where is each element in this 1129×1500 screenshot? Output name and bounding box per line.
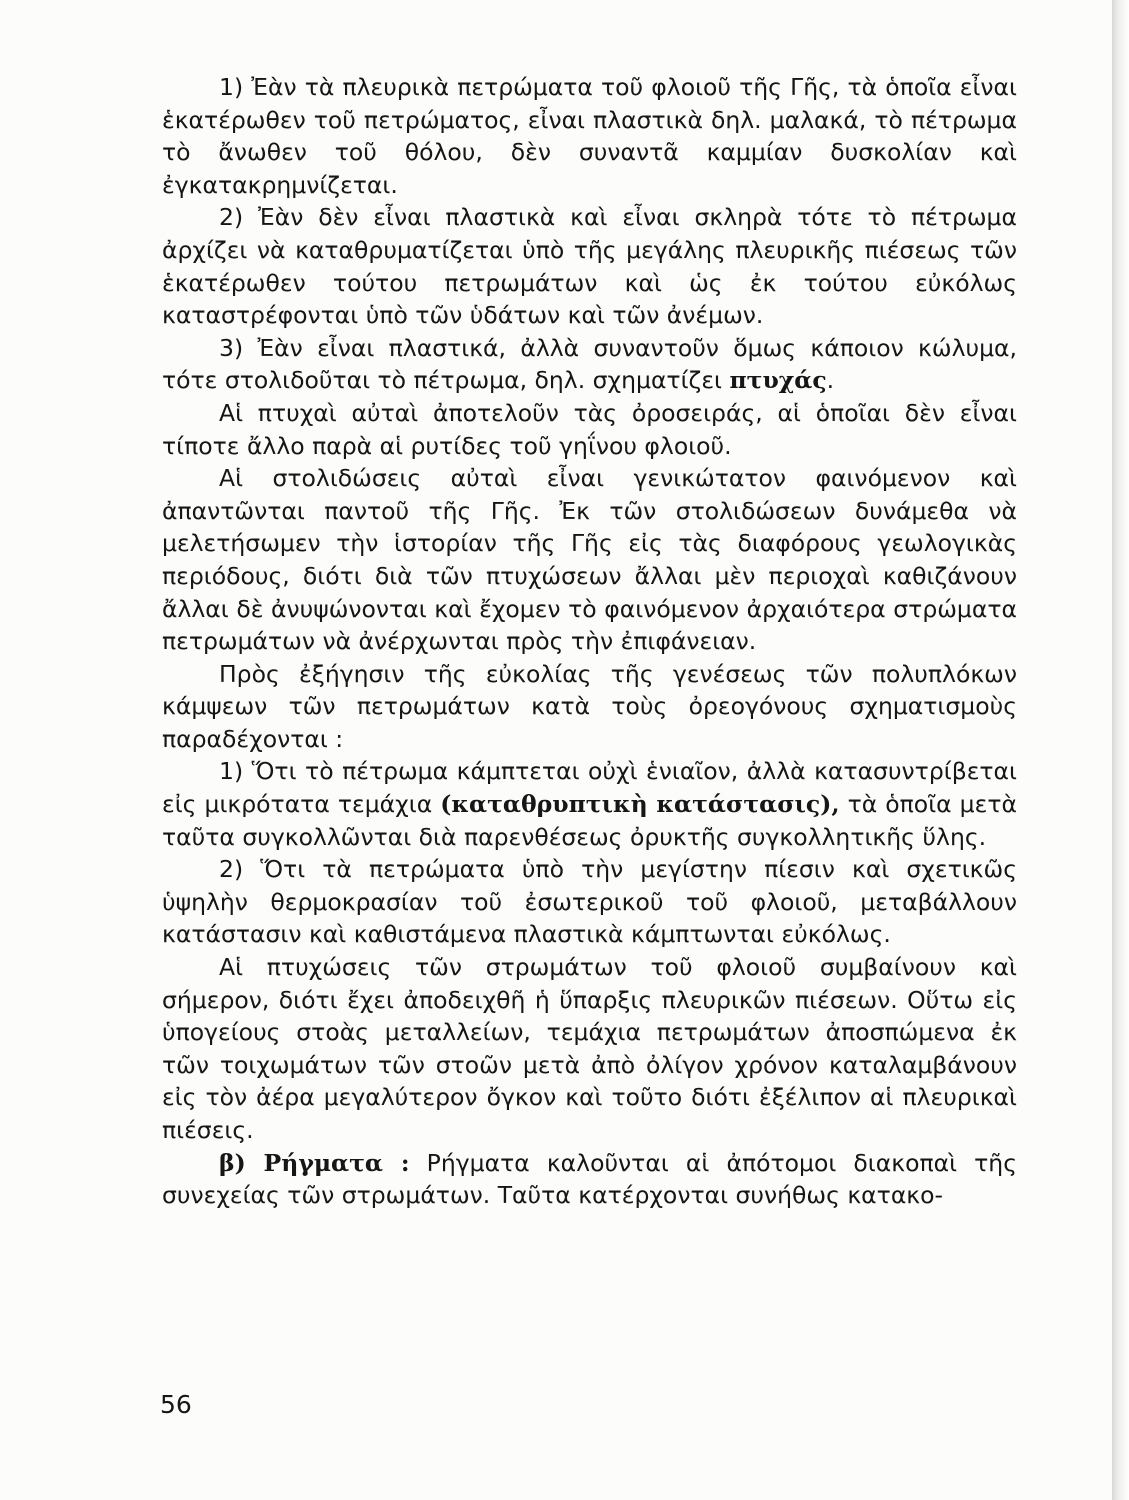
bold-term-ptychas: πτυχάς bbox=[729, 366, 827, 395]
section-heading-rigmata: β) Ρήγματα : bbox=[219, 1148, 410, 1177]
paragraph-1: 1) Ἐὰν τὰ πλευρικὰ πετρώματα τοῦ φλοιοῦ τῆς Γῆς, τὰ ὁποῖα εἶναι ἑκατέρωθεν τοῦ πετρώματος, εἶναι πλαστικὰ δηλ. μαλακά, τὸ πέτρωμα τὸ ἄνωθεν τοῦ θόλου, δὲν συναντᾶ καμμίαν δυσκολίαν καὶ ἐγκατακρημνίζεται. bbox=[162, 73, 1017, 199]
bold-term-katathryptiki: (καταθρυπτικὴ κατάστασις), bbox=[440, 790, 840, 819]
bleed-through-mark bbox=[972, 6, 1052, 20]
paragraph-4: Αἱ πτυχαὶ αὐταὶ ἀποτελοῦν τὰς ὀροσειράς, αἱ ὁποῖαι δὲν εἶναι τίποτε ἄλλο παρὰ αἱ ρυτίδες τοῦ γηΐνου φλοιοῦ. bbox=[162, 398, 1017, 460]
page-number: 56 bbox=[160, 1390, 192, 1419]
page-edge bbox=[1112, 0, 1129, 1500]
paragraph-9: Αἱ πτυχώσεις τῶν στρωμάτων τοῦ φλοιοῦ συμβαίνουν καὶ σήμερον, διότι ἔχει ἀποδειχθῆ ἡ ὕπαρξις πλευρικῶν πιέσεων. Οὕτω εἰς ὑπογείους στοὰς μεταλλείων, τεμάχια πετρωμάτων ἀποσπώμενα ἐκ τῶν τοιχωμάτων τῶν στοῶν μετὰ ἀπὸ ὀλίγον χρόνον καταλαμβάνουν εἰς τὸν ἀέρα μεγαλύτερον ὄγκον καὶ τοῦτο διότι ἐξέλιπον αἱ πλευρικαὶ πιέσεις. bbox=[162, 953, 1017, 1144]
paragraph-5: Αἱ στολιδώσεις αὐταὶ εἶναι γενικώτατον φαινόμενον καὶ ἀπαντῶνται παντοῦ τῆς Γῆς. Ἐκ τῶν στολιδώσεων δυνάμεθα νὰ μελετήσωμεν τὴν ἱστορίαν τῆς Γῆς εἰς τὰς διαφόρους γεωλογικὰς περιόδους, διότι διὰ τῶν πτυχώσεων ἄλλαι μὲν περιοχαὶ καθιζάνουν ἄλλαι δὲ ἀνυψώνονται καὶ ἔχομεν τὸ φαινόμενον ἀρχαιότερα στρώματα πετρωμάτων νὰ ἀνέρχωνται πρὸς τὴν ἐπιφάνειαν. bbox=[162, 464, 1017, 656]
paragraph-7: 1) Ὅτι τὸ πέτρωμα κάμπτεται οὐχὶ ἑνιαῖον, ἀλλὰ κατασυντρίβεται εἰς μικρότατα τεμάχια (καταθρυπτικὴ κατάστασις), τὰ ὁποῖα μετὰ ταῦτα συγκολλῶνται διὰ παρενθέσεως ὀρυκτῆς συγκολλητικῆς ὕλης. bbox=[162, 757, 1017, 851]
paragraph-8: 2) Ὅτι τὰ πετρώματα ὑπὸ τὴν μεγίστην πίεσιν καὶ σχετικῶς ὑψηλὴν θερμοκρασίαν τοῦ ἐσωτερικοῦ τοῦ φλοιοῦ, μεταβάλλουν κατάστασιν καὶ καθιστάμενα πλαστικὰ κάμπτωνται εὐκόλως. bbox=[162, 855, 1017, 949]
paragraph-2: 2) Ἐὰν δὲν εἶναι πλαστικὰ καὶ εἶναι σκληρὰ τότε τὸ πέτρωμα ἀρχίζει νὰ καταθρυματίζεται ὑπὸ τῆς μεγάλης πλευρικῆς πιέσεως τῶν ἑκατέρωθεν τούτου πετρωμάτων καὶ ὡς ἐκ τούτου εὐκόλως καταστρέφονται ὑπὸ τῶν ὑδάτων καὶ τῶν ἀνέμων. bbox=[162, 203, 1017, 330]
paragraph-3: 3) Ἐὰν εἶναι πλαστικά, ἀλλὰ συναντοῦν ὅμως κάποιον κώλυμα, τότε στολιδοῦται τὸ πέτρωμα, δηλ. σχηματίζει πτυχάς. bbox=[162, 333, 1017, 395]
paragraph-6: Πρὸς ἐξήγησιν τῆς εὐκολίας τῆς γενέσεως τῶν πολυπλόκων κάμψεων τῶν πετρωμάτων κατὰ τοὺς ὀρεογόνους σχηματισμοὺς παραδέχονται : bbox=[162, 659, 1017, 753]
paragraph-10: β) Ρήγματα : Ρήγματα καλοῦνται αἱ ἀπότομοι διακοπαὶ τῆς συνεχείας τῶν στρωμάτων. Ταῦτα κατέρχονται συνήθως κατακο- bbox=[162, 1148, 1017, 1210]
body-text bbox=[162, 71, 1017, 1212]
